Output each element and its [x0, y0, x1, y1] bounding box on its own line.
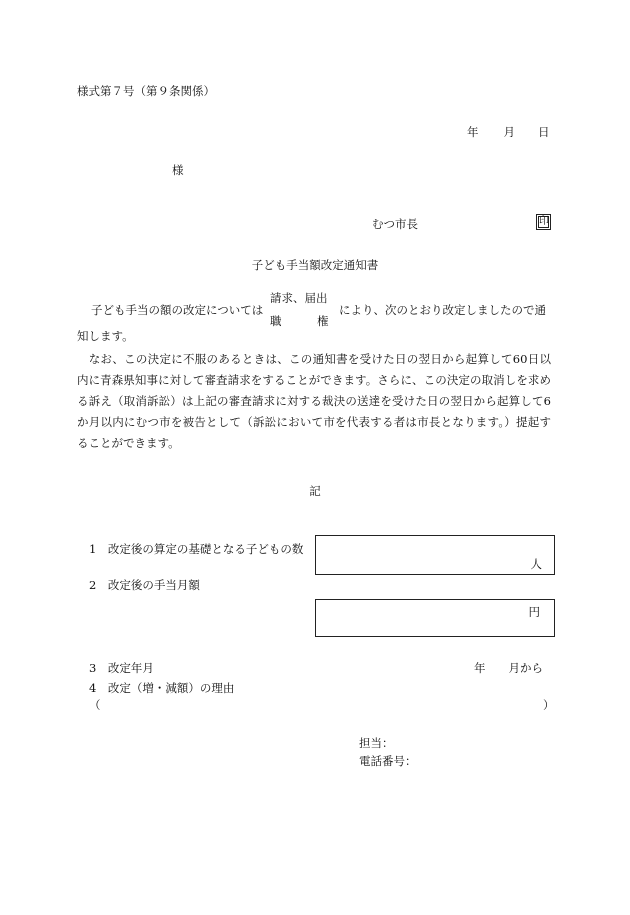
option-request-notification: 請求、届出: [270, 291, 328, 305]
seal-mark: [536, 214, 551, 230]
date-month: 月: [503, 125, 515, 139]
paragraph1-before: 子ども手当の額の改定については: [91, 303, 264, 317]
revision-date: 年 月から: [474, 661, 543, 675]
document-title: 子ども手当額改定通知書: [251, 258, 379, 272]
appeal-notice-paragraph: なお、この決定に不服のあるときは、この通知書を受けた日の翌日から起算して60日以内に青森県知事に対して審査請求をすることができます。さらに、この決定の取消しを求める訴え（取消訴訟）は上記の審査請求に対する裁決の送達を受けた日の翌日から起算して6か月以内にむつ市を被告として（訴訟において市を代表する者は市長となります。）提起することができます。: [77, 352, 551, 450]
form-number: 様式第７号（第９条関係）: [77, 84, 215, 98]
seal-text: 印: [539, 216, 549, 227]
reason-paren-open: （: [89, 698, 101, 712]
ki-heading: 記: [309, 484, 321, 498]
paragraph1-after: により、次のとおり改定しましたので通: [339, 303, 546, 317]
item2-label: 2 改定後の手当月額: [89, 578, 200, 592]
date-day: 日: [538, 125, 550, 139]
date-year: 年: [467, 125, 479, 139]
issuer-name: むつ市長: [372, 217, 418, 231]
paragraph1-continuation: 知します。: [77, 329, 134, 343]
item3-label: 3 改定年月: [89, 661, 154, 675]
date-line: [467, 124, 550, 140]
option-ex-officio-1: 職: [270, 314, 282, 328]
item4-label: 4 改定（増・減額）の理由: [89, 681, 235, 695]
children-count-box[interactable]: [315, 535, 555, 575]
yen-unit: 円: [528, 605, 540, 619]
contact-person-label: 担当：: [359, 736, 394, 750]
addressee-suffix: 様: [172, 163, 184, 177]
children-unit: 人: [530, 557, 542, 571]
item1-label: 1 改定後の算定の基礎となる子どもの数: [89, 542, 304, 556]
reason-paren-close: ）: [543, 698, 555, 712]
contact-phone-label: 電話番号：: [359, 754, 417, 768]
monthly-amount-box[interactable]: [315, 599, 555, 637]
option-ex-officio-2: 権: [317, 314, 329, 328]
